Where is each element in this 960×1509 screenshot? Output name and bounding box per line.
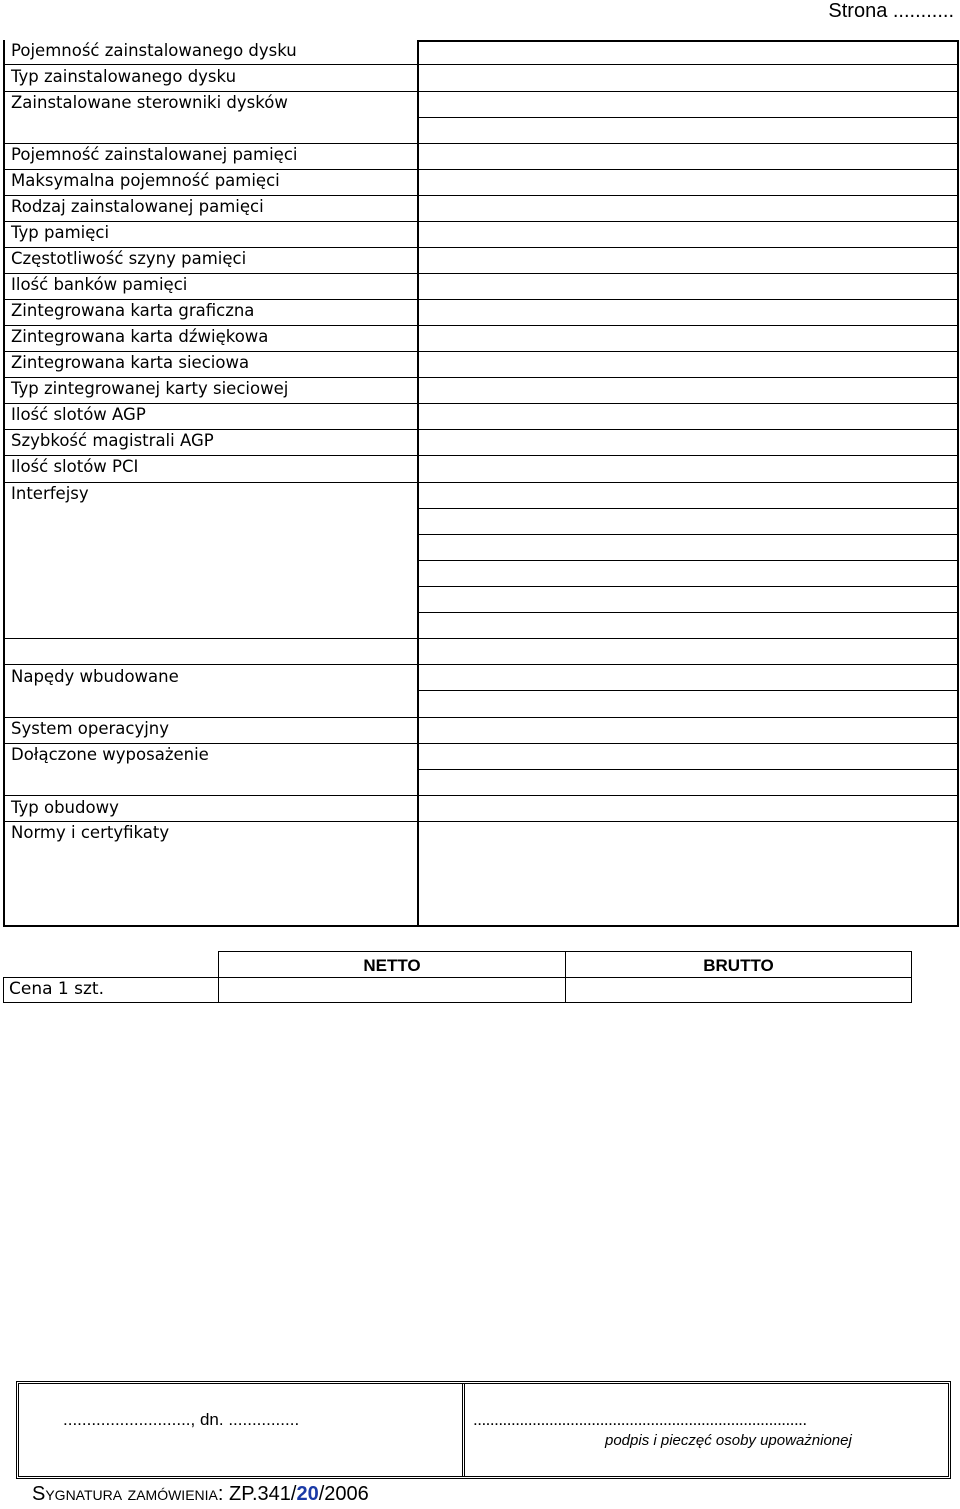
spec-label: Pojemność zainstalowanego dysku <box>11 41 297 60</box>
order-signature <box>32 1483 369 1506</box>
row-divider <box>5 429 957 430</box>
order-number-prefix: ZP.341/ <box>228 1483 297 1505</box>
row-divider <box>5 351 957 352</box>
row-divider <box>5 455 957 456</box>
row-divider <box>419 769 957 770</box>
order-number-suffix: /2006 <box>318 1483 369 1505</box>
netto-value-cell <box>218 977 566 1003</box>
spec-label: Szybkość magistrali AGP <box>11 431 214 450</box>
row-divider <box>5 91 957 92</box>
signature-divider <box>462 1384 468 1476</box>
order-number-highlight: 20 <box>296 1483 319 1505</box>
row-divider <box>5 143 957 144</box>
row-divider <box>419 508 957 509</box>
row-divider <box>419 612 957 613</box>
spec-label: Typ obudowy <box>11 798 119 817</box>
row-divider <box>419 534 957 535</box>
row-divider <box>419 560 957 561</box>
row-divider <box>5 221 957 222</box>
spec-label: Ilość slotów PCI <box>11 457 139 476</box>
spec-label: Pojemność zainstalowanej pamięci <box>11 145 298 164</box>
spec-label: Interfejsy <box>11 484 89 503</box>
spec-label: Dołączone wyposażenie <box>11 745 209 764</box>
spec-label: Zintegrowana karta dźwiękowa <box>11 327 269 346</box>
row-divider <box>5 195 957 196</box>
row-divider <box>5 821 957 822</box>
signature-line: ............................................................................... <box>473 1410 807 1429</box>
row-divider <box>5 482 957 483</box>
row-divider <box>5 325 957 326</box>
row-divider <box>5 638 957 639</box>
row-divider <box>5 377 957 378</box>
spec-label: Rodzaj zainstalowanej pamięci <box>11 197 264 216</box>
netto-label: NETTO <box>363 956 421 975</box>
spec-label: Typ zintegrowanej karty sieciowej <box>11 379 289 398</box>
row-divider <box>5 299 957 300</box>
brutto-label: BRUTTO <box>703 956 774 975</box>
spec-label: Maksymalna pojemność pamięci <box>11 171 280 190</box>
row-divider <box>5 717 957 718</box>
spec-label: Zintegrowana karta sieciowa <box>11 353 250 372</box>
signature-box <box>16 1381 951 1479</box>
spec-label: Ilość banków pamięci <box>11 275 188 294</box>
row-divider <box>5 664 957 665</box>
specification-table <box>3 40 959 927</box>
price-row-label: Cena 1 szt. <box>9 979 104 999</box>
row-divider <box>419 586 957 587</box>
row-divider <box>5 273 957 274</box>
row-divider <box>5 64 957 65</box>
spec-label: Typ pamięci <box>11 223 110 242</box>
spec-label: Częstotliwość szyny pamięci <box>11 249 247 268</box>
signature-caption: podpis i pieczęć osoby upoważnionej <box>605 1432 852 1449</box>
row-divider <box>5 743 957 744</box>
brutto-value-cell <box>565 977 912 1003</box>
row-divider <box>5 795 957 796</box>
place-date-line: ..........................., dn. ............... <box>63 1410 300 1429</box>
spec-label: Ilość slotów AGP <box>11 405 146 424</box>
page-number-label: Strona ........... <box>828 0 954 22</box>
spec-label: Zintegrowana karta graficzna <box>11 301 255 320</box>
row-divider <box>5 247 957 248</box>
spec-label: System operacyjny <box>11 719 170 738</box>
spec-label: Typ zainstalowanego dysku <box>11 67 237 86</box>
row-divider <box>419 690 957 691</box>
price-table <box>3 951 912 1003</box>
row-divider <box>5 169 957 170</box>
row-divider <box>5 403 957 404</box>
spec-label: Zainstalowane sterowniki dysków <box>11 93 288 112</box>
spec-label: Normy i certyfikaty <box>11 823 170 842</box>
row-divider <box>419 117 957 118</box>
spec-label: Napędy wbudowane <box>11 667 179 686</box>
row-divider <box>419 40 957 42</box>
order-signature-label: Sygnatura zamówienia: <box>32 1483 224 1505</box>
